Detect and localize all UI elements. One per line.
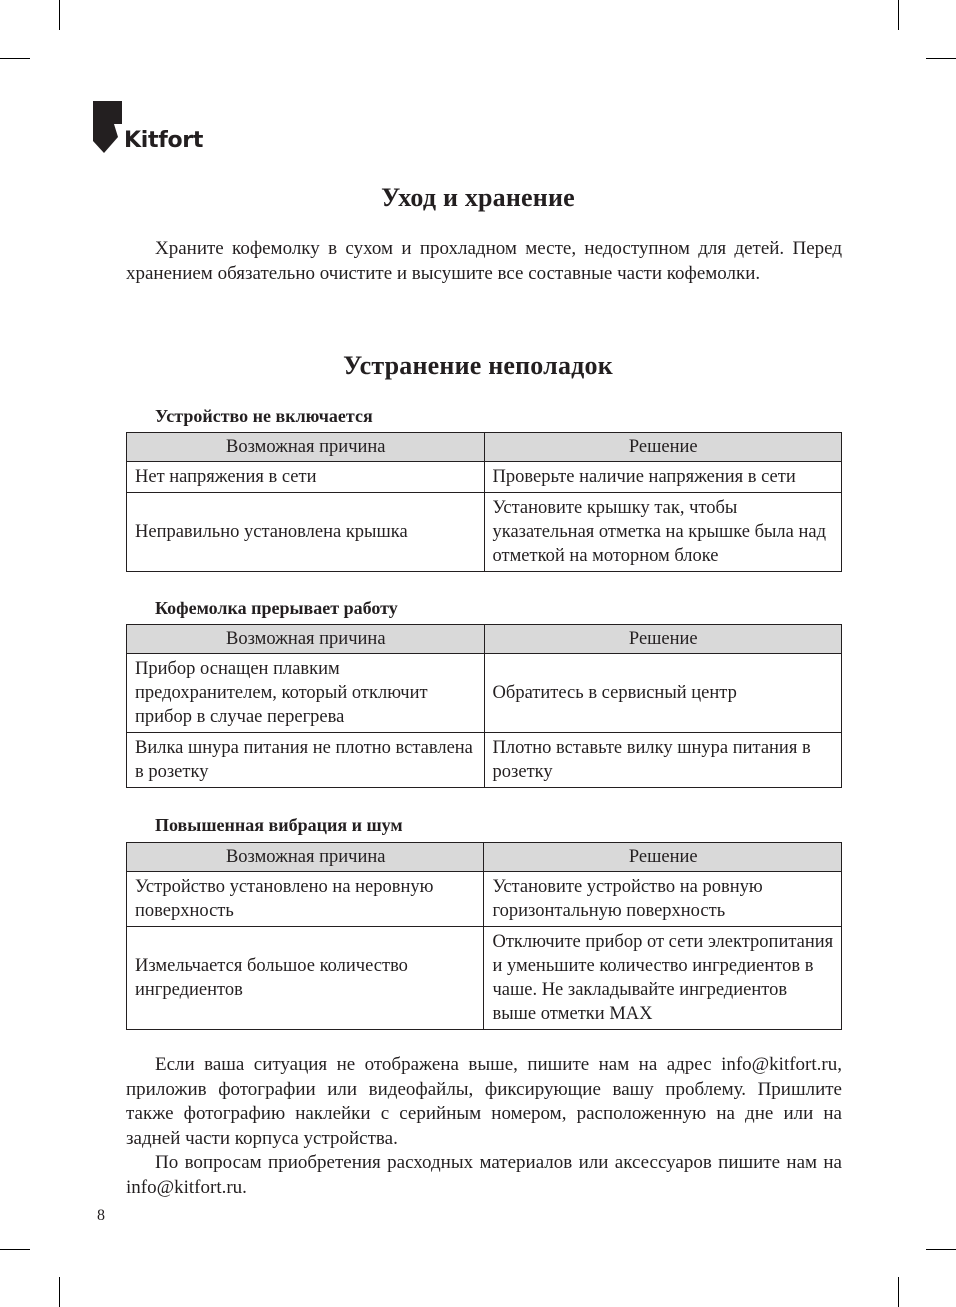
table-row xyxy=(127,927,842,1030)
solution-cell: Отключите прибор от сети электропитания и уменьшите количество ингредиентов в чаше. Не закладывайте ингредиентов выше отметки MAX xyxy=(484,927,842,1030)
cause-cell: Неправильно установлена крышка xyxy=(127,493,485,572)
page-number: 8 xyxy=(97,1207,105,1224)
section-heading: Повышенная вибрация и шум xyxy=(155,815,403,835)
troubleshooting-table xyxy=(126,842,842,1030)
care-paragraph xyxy=(126,237,842,286)
table-header-row xyxy=(127,625,842,654)
solution-cell: Плотно вставьте вилку шнура питания в розетку xyxy=(484,733,841,788)
solution-cell: Установите устройство на ровную горизонтальную поверхность xyxy=(484,872,842,927)
crop-mark xyxy=(926,1249,956,1250)
kitfort-shield-logo-icon xyxy=(92,101,124,155)
column-header-solution: Решение xyxy=(484,625,841,654)
solution-cell: Обратитесь в сервисный центр xyxy=(484,654,841,733)
crop-mark xyxy=(926,58,956,59)
table-row xyxy=(127,654,842,733)
troubleshooting-table xyxy=(126,432,842,572)
table-row xyxy=(127,462,842,493)
column-header-solution: Решение xyxy=(484,433,842,462)
column-header-cause: Возможная причина xyxy=(127,433,485,462)
section-heading: Кофемолка прерывает работу xyxy=(155,598,398,618)
cause-cell: Измельчается большое количество ингредиентов xyxy=(127,927,484,1030)
table-header-row xyxy=(127,843,842,872)
cause-cell: Нет напряжения в сети xyxy=(127,462,485,493)
column-header-solution: Решение xyxy=(484,843,842,872)
cause-cell: Устройство установлено на неровную поверхность xyxy=(127,872,484,927)
solution-cell: Установите крышку так, чтобы указательная отметка на крышке была над отметкой на моторном блоке xyxy=(484,493,842,572)
solution-cell: Проверьте наличие напряжения в сети xyxy=(484,462,842,493)
contact-paragraph: По вопросам приобретения расходных материалов или аксессуаров пишите нам на info@kitfort.ru. xyxy=(126,1152,842,1198)
contact-paragraph: Если ваша ситуация не отображена выше, пишите нам на адрес info@kitfort.ru, приложив фотографии или видеофайлы, фиксирующие вашу проблему. Пришлите также фотографию наклейки с серийным номером, расположенную на дне или на задней части корпуса устройства. xyxy=(126,1054,842,1149)
troubleshooting-title: Устранение неполадок xyxy=(343,351,613,380)
brand-name: Kitfort xyxy=(124,128,204,153)
troubleshooting-table xyxy=(126,624,842,788)
care-text: Храните кофемолку в сухом и прохладном месте, недоступном для детей. Перед хранением обязательно очистите и высушите все составные части кофемолки. xyxy=(126,238,842,284)
table-header-row xyxy=(127,433,842,462)
column-header-cause: Возможная причина xyxy=(127,625,485,654)
table-row xyxy=(127,872,842,927)
cause-cell: Вилка шнура питания не плотно вставлена в розетку xyxy=(127,733,485,788)
table-row xyxy=(127,733,842,788)
contact-block xyxy=(126,1053,842,1200)
crop-mark xyxy=(898,0,899,30)
crop-mark xyxy=(898,1277,899,1307)
care-title: Уход и хранение xyxy=(381,183,575,212)
crop-mark xyxy=(59,0,60,30)
crop-mark xyxy=(59,1277,60,1307)
crop-mark xyxy=(0,1249,30,1250)
crop-mark xyxy=(0,58,30,59)
cause-cell: Прибор оснащен плавким предохранителем, который отключит прибор в случае перегрева xyxy=(127,654,485,733)
column-header-cause: Возможная причина xyxy=(127,843,484,872)
section-heading: Устройство не включается xyxy=(155,406,373,426)
table-row xyxy=(127,493,842,572)
